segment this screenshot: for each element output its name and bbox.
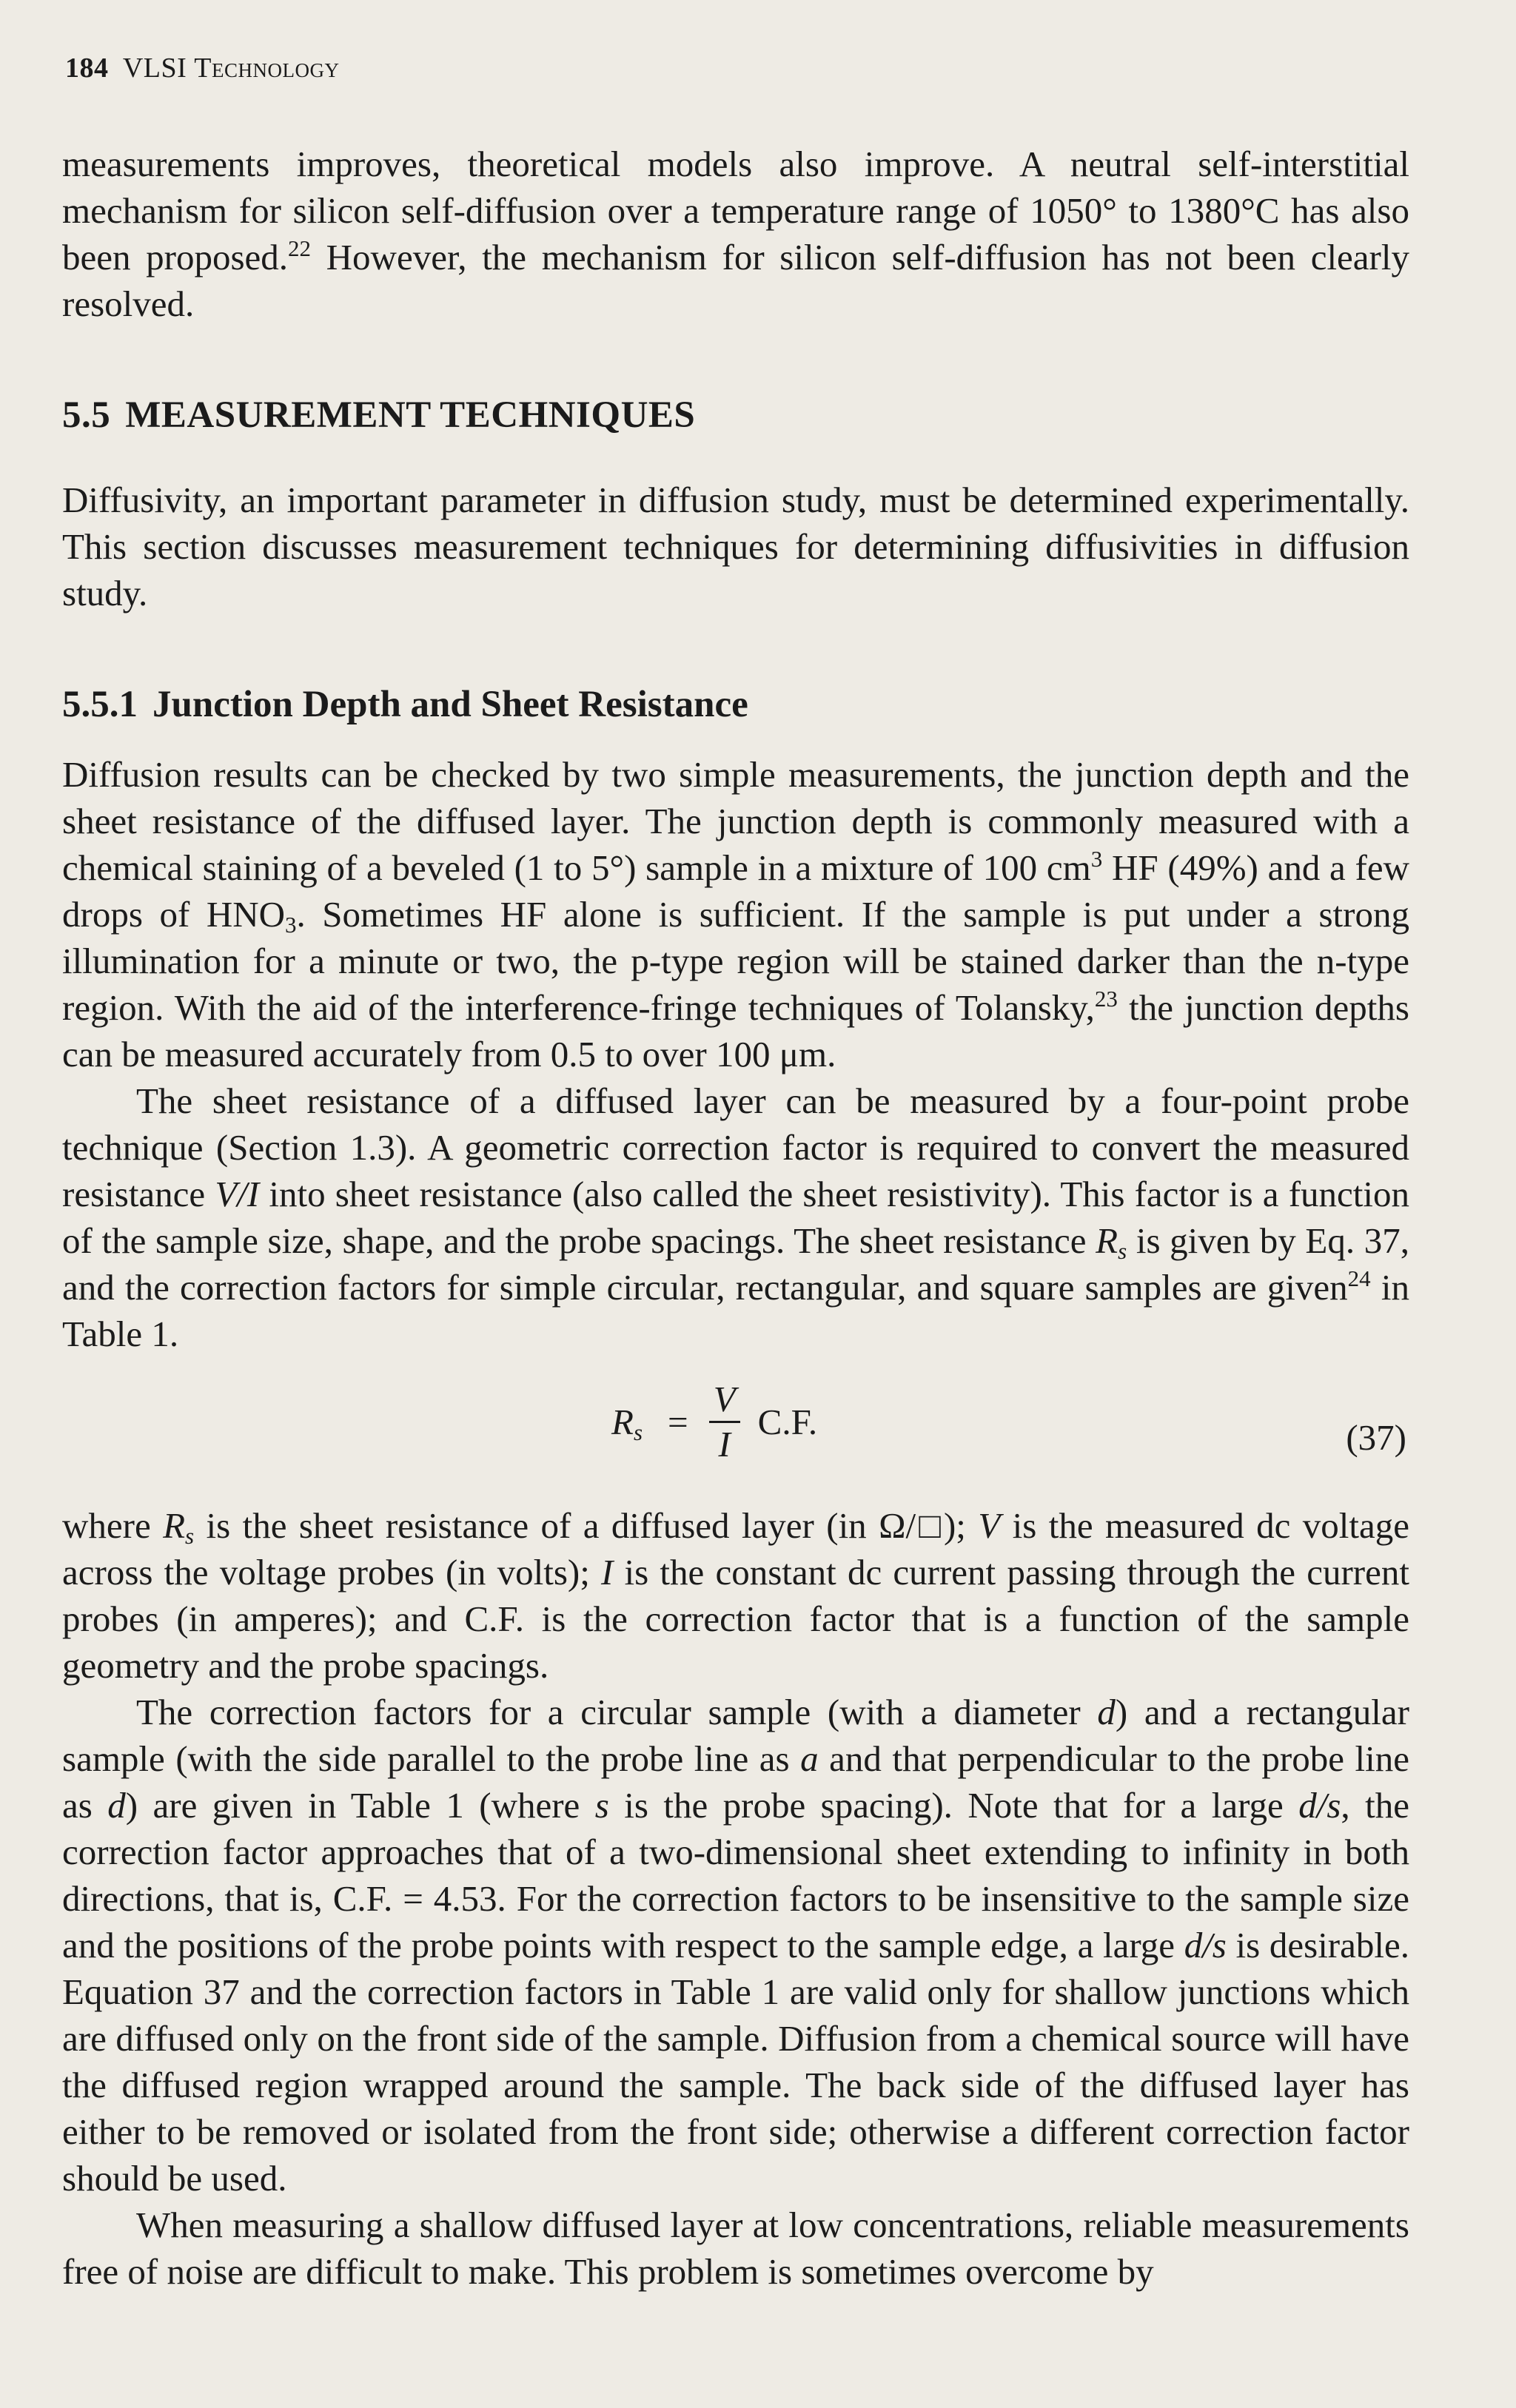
equation-fraction [709,1379,740,1464]
equation-lhs-subscript: s [633,1419,643,1445]
correction-factors-paragraph [62,1689,1409,2202]
subsection-number: 5.5.1 [62,684,138,725]
p4-ds-ratio-2: d/s [1184,1925,1227,1965]
intro-text-b: However, the mechanism for silicon self-diffusion has not been clearly resolved. [62,237,1409,324]
p3-s-subscript: s [185,1523,195,1549]
section-title: MEASUREMENT TECHNIQUES [125,394,696,436]
p1-hno3-subscript: 3 [284,912,297,938]
book-page [62,52,1409,2295]
equation-numerator: V [713,1379,736,1419]
section-heading [62,394,1409,437]
p3-i-symbol: I [601,1552,614,1593]
p2-s-subscript: s [1118,1238,1127,1264]
equation-equals: = [668,1402,688,1442]
p4-text-2: ) and a rectangular sample (with the side parallel to the probe line as [62,1692,1409,1779]
equation-37 [62,1368,1409,1493]
p3-text-4: is the constant dc current passing through the current probes (in amperes); and C.F. is the correction factor that is a function of the sample geometry and the probe spacings. [62,1552,1409,1686]
fraction-bar [709,1421,740,1423]
p1-text-2: HF (49%) and a few drops of HNO [62,847,1409,935]
p3-text-2: is the sheet resistance of a diffused layer (in Ω/□); [194,1505,979,1546]
reference-23: 23 [1094,986,1118,1012]
p4-text-4: ) are given in Table 1 (where [125,1785,595,1826]
p4-s-symbol: s [594,1785,609,1826]
junction-depth-paragraph [62,751,1409,1077]
page-number: 184 [65,53,109,84]
p2-text-1: The sheet resistance of a diffused layer can be measured by a four-point probe technique (Section 1.3). A geometric correction factor is required to convert the measured resistance [62,1080,1409,1214]
p4-d-symbol: d [1097,1692,1116,1732]
shallow-layer-paragraph: When measuring a shallow diffused layer at low concentrations, reliable measurements free of noise are difficult to make. This problem is sometimes overcome by [62,2204,1409,2292]
equation-denominator: I [718,1424,731,1464]
equation-number: (37) [1346,1417,1406,1458]
variable-definitions-paragraph [62,1502,1409,1689]
p4-text-3: and that perpendicular to the probe line as [62,1738,1409,1826]
running-title-prefix: VLSI [122,53,195,84]
p1-text-4: the junction depths can be measured accurately from 0.5 to over 100 μm. [62,987,1409,1074]
p2-r-symbol: R [1096,1220,1118,1261]
p4-d-symbol-2: d [107,1785,126,1826]
subsection-title: Junction Depth and Sheet Resistance [152,684,748,725]
equation-body [611,1379,817,1464]
section-intro-paragraph: Diffusivity, an important parameter in diffusion study, must be determined experimentally. This section discusses measurement techniques for determining diffusivities in diffusion study. [62,480,1409,613]
intro-paragraph [62,141,1409,327]
p3-text-1: where [62,1505,164,1546]
running-header [65,52,1409,84]
p4-text-1: The correction factors for a circular sample (with a diameter [136,1692,1098,1732]
equation-factor: C.F. [757,1402,818,1442]
p3-text-3: is the measured dc voltage across the voltage probes (in volts); [62,1505,1410,1593]
p4-ds-ratio: d/s [1298,1785,1341,1826]
p1-text-3: . Sometimes HF alone is sufficient. If the sample is put under a strong illumination for a minute or two, the p-type region will be stained darker than the n-type region. With the aid of the interference-fringe techniques of Tolansky, [62,894,1409,1028]
subsection-heading [62,683,1409,726]
p3-r-symbol: R [163,1505,186,1546]
p1-cm-exponent: 3 [1090,846,1103,872]
reference-22: 22 [288,235,312,261]
p3-v-symbol: V [978,1505,1001,1546]
p1-text-1: Diffusion results can be checked by two simple measurements, the junction depth and the sheet resistance of the diffused layer. The junction depth is commonly measured with a chemical staining of a beveled (1 to 5°) sample in a mixture of 100 cm [62,754,1409,888]
reference-24: 24 [1347,1265,1371,1291]
p4-a-symbol: a [800,1738,819,1779]
p2-text-4: in Table 1. [62,1267,1409,1354]
p2-vi-symbol: V/I [215,1174,260,1214]
equation-lhs: $R_s$ [611,1402,643,1445]
p2-text-3: is given by Eq. 37, and the correction factors for simple circular, rectangular, and square samples are given [62,1220,1410,1308]
running-title-word: Technology [194,53,340,84]
p2-text-2: into sheet resistance (also called the sheet resistivity). This factor is a function of the sample size, shape, and the probe spacings. The sheet resistance [62,1174,1409,1261]
section-number: 5.5 [62,394,111,436]
sheet-resistance-paragraph [62,1077,1409,1357]
p4-text-6: , the correction factor approaches that of a two-dimensional sheet extending to infinity in both directions, that is, C.F. = 4.53. For the correction factors to be insensitive to the sample size and the positions of the probe points with respect to the sample edge, a large [62,1785,1409,1965]
p4-text-5: is the probe spacing). Note that for a large [608,1785,1299,1826]
p4-text-7: is desirable. Equation 37 and the correction factors in Table 1 are valid only for shallow junctions which are diffused only on the front side of the sample. Diffusion from a chemical source will have the diffused region wrapped around the sample. The back side of the diffused layer has either to be removed or isolated from the front side; otherwise a different correction factor should be used. [62,1925,1409,2199]
intro-text-a: measurements improves, theoretical models also improve. A neutral self-interstitial mechanism for silicon self-diffusion over a temperature range of 1050° to 1380°C has also been proposed. [62,144,1409,278]
